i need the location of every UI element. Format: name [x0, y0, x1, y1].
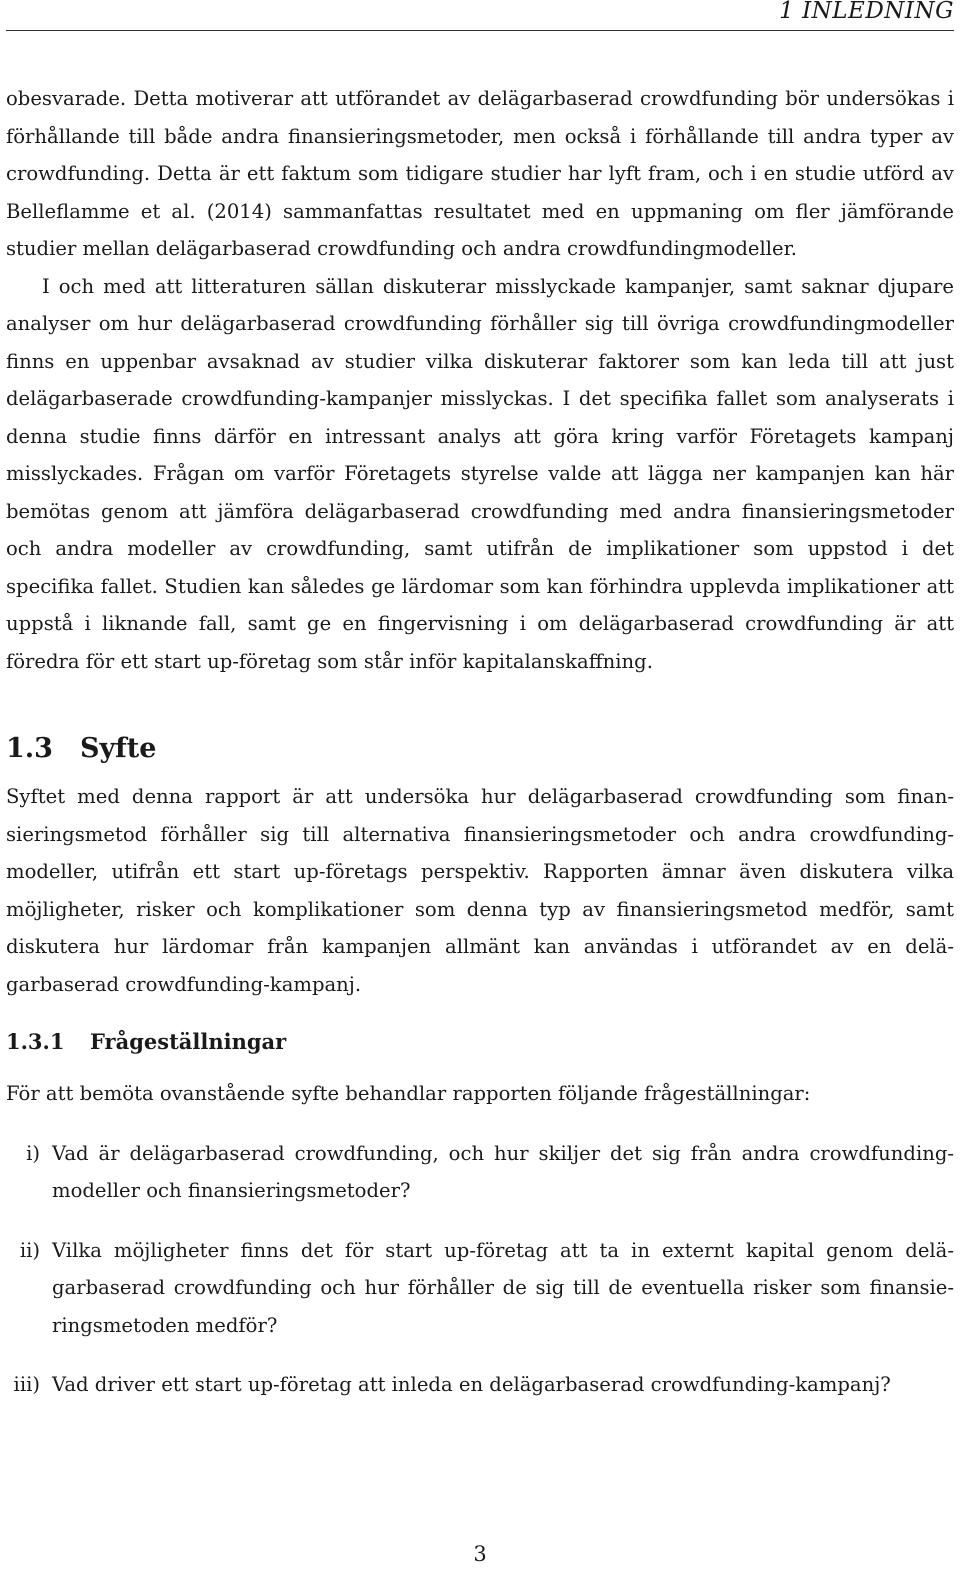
running-header — [6, 0, 954, 31]
subsection-intro: För att bemöta ovanstående syfte behandlar rapporten följande frågeställningar: — [6, 1082, 811, 1105]
list-marker: ii) — [19, 1238, 40, 1262]
page-content — [6, 80, 954, 1426]
paragraph-continuation: obesvarade. Detta motiverar att utförandet av delägarbaserad crowdfunding bör undersökas i förhållande till både andra finansieringsmetoder, men också i förhållande till andra typer av crowdfunding. Detta är ett faktum som tidigare studier har lyft fram, och i en studie utförd av Belleflamme et al. (2014) sammanfattas resultatet med en uppmaning om fler jämförande studier mellan delägarbaserad crowdfunding och andra crowdfundingmodeller. — [6, 87, 954, 260]
document-page — [6, 0, 954, 1569]
section-number: 1.3 — [6, 733, 53, 764]
subsection-title: Frågeställningar — [90, 1029, 287, 1054]
section-body: Syftet med denna rapport är att undersöka hur delägarbaserad crowdfunding som finansieringsmetod förhåller sig till alternativa finansieringsmetoder och andra crowdfundingmodeller, utifrån ett start up-företags perspektiv. Rapporten ämnar även diskutera vilka möjligheter, risker och komplikationer som denna typ av finansieringsmetod medför, samt diskutera hur lärdomar från kampanjen allmänt kan användas i utförandet av en delägarbaserad crowdfunding-kampanj. — [6, 785, 954, 996]
chapter-heading: 1 INLEDNING — [779, 0, 954, 24]
subsection-number: 1.3.1 — [6, 1029, 65, 1054]
list-item — [6, 1366, 954, 1404]
subsection-heading — [6, 1019, 954, 1065]
list-marker: iii) — [13, 1373, 40, 1396]
list-item — [6, 1232, 954, 1345]
list-item-text: Vilka möjligheter finns det för start up-företag att ta in externt kapital genom delägarbaserad crowdfunding och hur förhåller de sig till de eventuella risker som finansieringsmetoden medför? — [52, 1238, 954, 1337]
research-questions-list — [6, 1135, 954, 1404]
page-number: 3 — [473, 1542, 487, 1566]
section-title: Syfte — [80, 733, 157, 764]
section-heading — [6, 720, 954, 778]
list-marker: i) — [26, 1141, 40, 1165]
paragraph-failed-campaigns: I och med att litteraturen sällan diskuterar misslyckade kampanjer, samt saknar djupare analyser om hur delägarbaserad crowdfunding förhåller sig till övriga crowdfundingmodeller finns en uppenbar avsaknad av studier vilka diskuterar faktorer som kan leda till att just delägarbaserade crowdfunding-kampanjer misslyckas. I det specifika fallet som analyserats i denna studie finns därför en intressant analys att göra kring varför Företagets kampanj misslyckades. Frågan om varför Företagets styrelse valde att lägga ner kampanjen kan här bemötas genom att jämföra delägarbaserad crowdfunding med andra finansieringsmetoder och andra modeller av crowdfunding, samt utifrån de implikationer som uppstod i det specifika fallet. Studien kan således ge lärdomar som kan förhindra upplevda implikationer att uppstå i liknande fall, samt ge en fingervisning i om delägarbaserad crowdfunding är att föredra för ett start up-företag som står inför kapitalanskaffning. — [6, 274, 954, 673]
list-item-text: Vad är delägarbaserad crowdfunding, och hur skiljer det sig från andra crowdfundingmodeller och finansieringsmetoder? — [52, 1141, 954, 1202]
list-item — [6, 1135, 954, 1210]
list-item-text: Vad driver ett start up-företag att inleda en delägarbaserad crowdfunding-kampanj? — [52, 1373, 891, 1396]
